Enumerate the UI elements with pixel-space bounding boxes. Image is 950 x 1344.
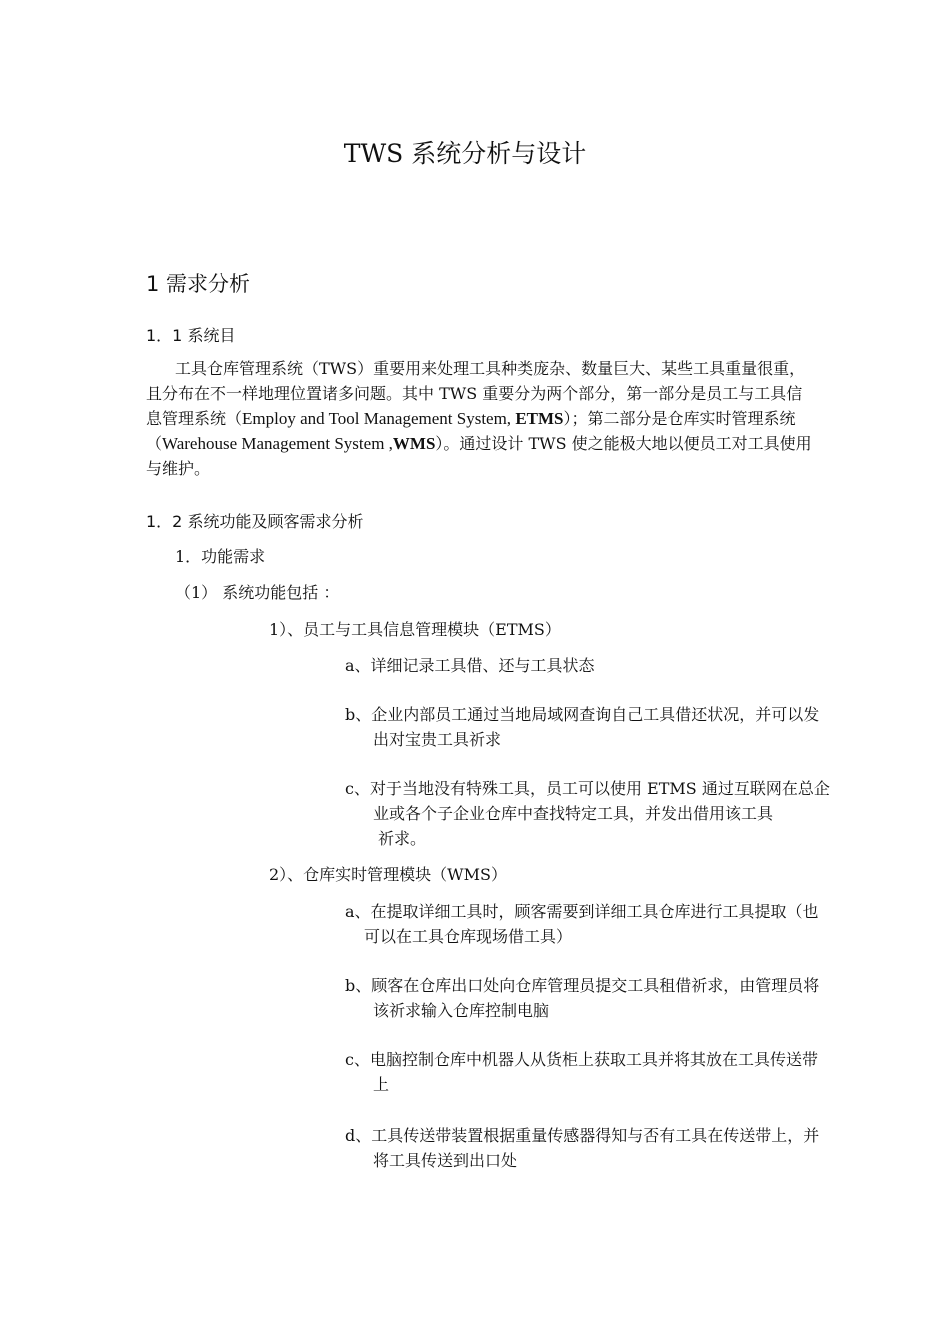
wms-item-d: d、工具传送带装置根据重量传感器得知与否有工具在传送带上，并 将工具传送到出口处 (345, 1126, 820, 1170)
intro-line-4: （Warehouse Management System ,WMS）。通过设计 TWS 使之能极大地以便员工对工具使用 (146, 434, 812, 453)
module-etms-heading: 1）、员工与工具信息管理模块（ETMS） (269, 620, 561, 639)
functional-requirements-label: 1．功能需求 (175, 547, 266, 566)
module-wms-heading: 2）、仓库实时管理模块（WMS） (269, 865, 507, 884)
etms-item-c: c、对于当地没有特殊工具，员工可以使用 ETMS 通过互联网在总企 业或各个子企业仓库中查找特定工具，并发出借用该工具 祈求。 (345, 779, 830, 848)
wms-item-b: b、顾客在仓库出口处向仓库管理员提交工具租借祈求，由管理员将 该祈求输入仓库控制电脑 (345, 976, 820, 1020)
intro-line-5: 与维护。 (146, 459, 211, 478)
intro-line-1: 工具仓库管理系统（TWS）重要用来处理工具种类庞杂、数量巨大、某些工具重量很重， (175, 359, 806, 378)
intro-line-2: 且分布在不一样地理位置诸多问题。其中 TWS 重要分为两个部分，第一部分是员工与工具信 (146, 384, 803, 403)
intro-line-3: 息管理系统（Employ and Tool Management System, ETMS）；第二部分是仓库实时管理系统 (146, 409, 796, 428)
document-title: TWS 系统分析与设计 (343, 139, 587, 168)
intro-paragraph (146, 356, 888, 481)
wms-item-c: c、电脑控制仓库中机器人从货柜上获取工具并将其放在工具传送带 上 (345, 1050, 818, 1094)
system-functions-label: （1） 系统功能包括 ： (175, 583, 340, 602)
etms-item-b: b、企业内部员工通过当地局域网查询自己工具借还状况，并可以发 出对宝贵工具祈求 (345, 705, 820, 749)
section-heading-requirements: 1 需求分析 (146, 272, 251, 296)
subsection-heading-system-goal: 1．1 系统目 (146, 326, 236, 345)
etms-item-a: a、详细记录工具借、还与工具状态 (345, 656, 595, 675)
subsection-heading-functions: 1．2 系统功能及顾客需求分析 (146, 512, 364, 531)
wms-item-a: a、在提取详细工具时，顾客需要到详细工具仓库进行工具提取（也 可以在工具仓库现场借工具） (345, 902, 819, 946)
